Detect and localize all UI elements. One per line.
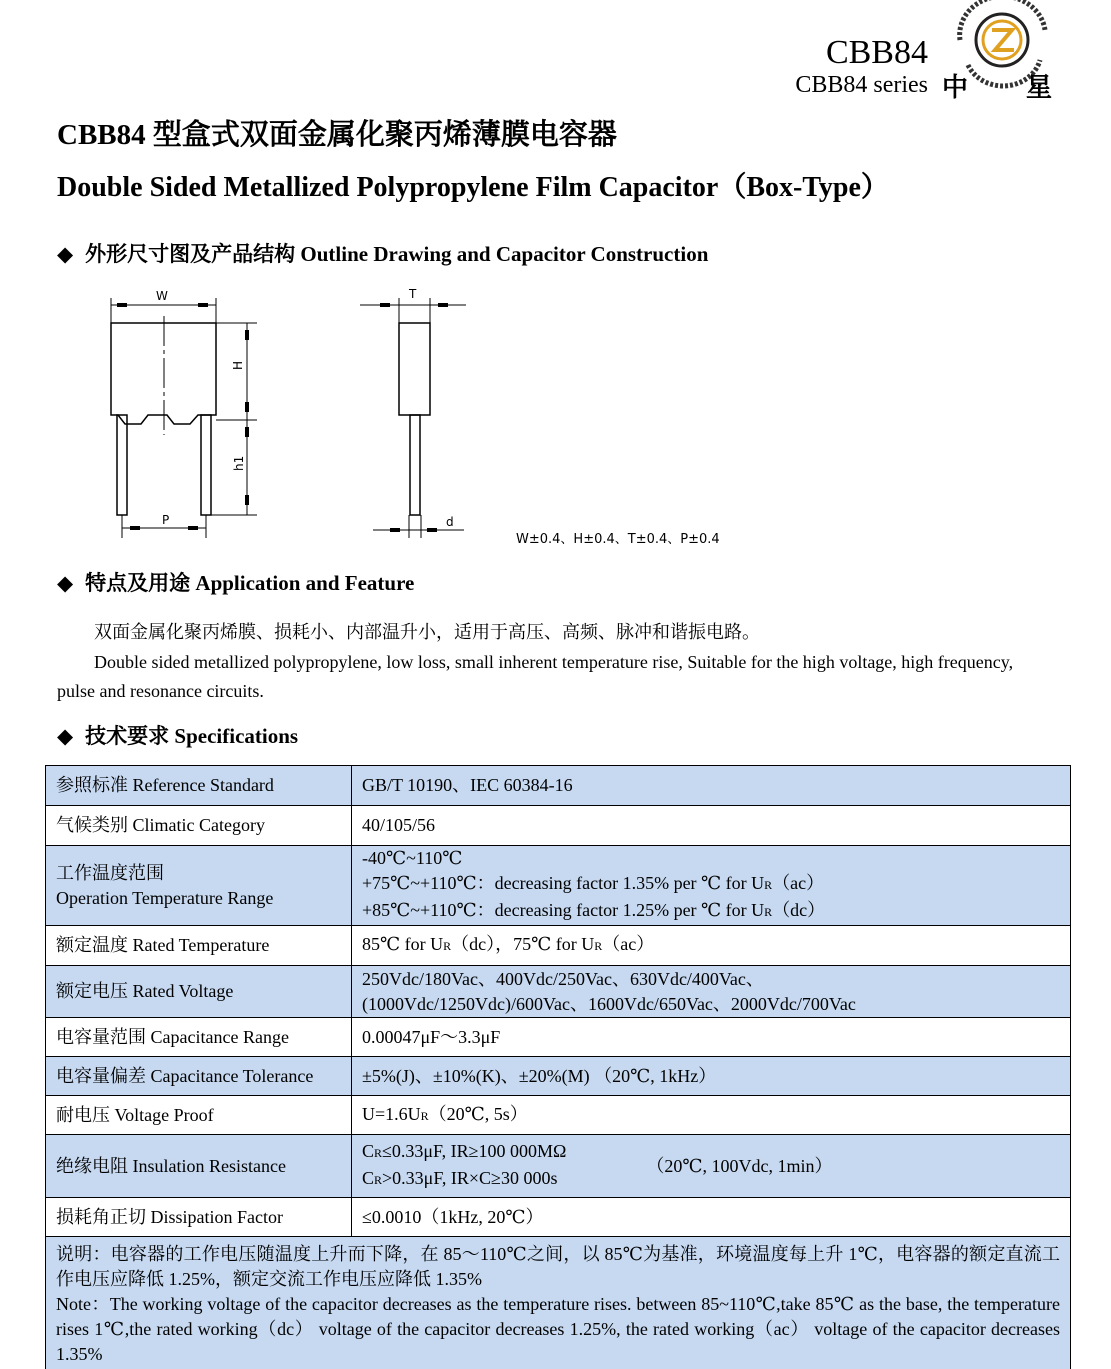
- value-text: R: [764, 905, 773, 919]
- spec-value: [352, 966, 1071, 1018]
- application-text-cn: 双面金属化聚丙烯膜、损耗小、内部温升小，适用于高压、高频、脉冲和谐振电路。: [94, 622, 760, 642]
- spec-label: [46, 1096, 352, 1135]
- value-text: >0.33μF, IR×C≥30 000s: [382, 1168, 558, 1188]
- outline-drawing: [90, 280, 480, 545]
- value-text: R: [594, 939, 603, 953]
- spec-value-line: [362, 773, 573, 798]
- label-d: d: [446, 515, 454, 529]
- spec-label-line: 电容量偏差 Capacitance Tolerance: [56, 1065, 314, 1086]
- spec-value-line: [362, 967, 856, 992]
- spec-value-line: [362, 846, 825, 871]
- value-text: （ac）: [602, 934, 655, 954]
- value-text: R: [374, 1146, 383, 1160]
- spec-label: [46, 766, 352, 806]
- value-text: ±5%(J)、±10%(K)、±20%(M) （20℃, 1kHz）: [362, 1065, 717, 1086]
- value-text: （dc），75℃ for U: [451, 934, 595, 954]
- series-name: CBB84 series: [795, 72, 928, 98]
- spec-value-line: [362, 1166, 566, 1193]
- spec-value-line: [362, 992, 856, 1017]
- model-name: CBB84: [825, 34, 928, 71]
- spec-value-line: [362, 1139, 566, 1166]
- spec-label: [46, 1057, 352, 1096]
- company-logo: [940, 0, 1060, 100]
- spec-value-line: [362, 898, 825, 925]
- dimension-tolerance: W±0.4、H±0.4、T±0.4、P±0.4: [516, 532, 720, 547]
- spec-row: [46, 806, 1071, 846]
- test-conditions: （20℃, 100Vdc, 1min）: [646, 1155, 833, 1176]
- spec-label: [46, 1135, 352, 1198]
- value-text: +85℃~+110℃：decreasing factor 1.25% per ℃ for U: [362, 900, 765, 920]
- spec-label: [46, 1198, 352, 1237]
- value-text: （ac）: [772, 873, 825, 893]
- spec-label-line: 气候类别 Climatic Category: [56, 815, 265, 835]
- value-text: C: [362, 1168, 375, 1188]
- label-p: P: [162, 513, 170, 527]
- spec-label: [46, 846, 352, 926]
- value-text: ≤0.33μF, IR≥100 000MΩ: [382, 1141, 567, 1161]
- logo-char-xing: 星: [1026, 73, 1053, 100]
- heading-text: 外形尺寸图及产品结构 Outline Drawing and Capacitor Construction: [85, 242, 709, 266]
- spec-label-line: 耐电压 Voltage Proof: [56, 1104, 214, 1125]
- spec-value: [352, 1198, 1071, 1237]
- spec-value: [352, 1018, 1071, 1057]
- note-cell: [46, 1237, 1071, 1369]
- spec-label-line: 电容量范围 Capacitance Range: [56, 1026, 289, 1047]
- spec-label: [46, 926, 352, 966]
- value-text: (1000Vdc/1250Vdc)/600Vac、1600Vdc/650Vac、2000Vdc/700Vac: [362, 993, 856, 1014]
- section-outline-heading: [57, 238, 708, 268]
- spec-row: [46, 926, 1071, 966]
- logo-char-zhong: 中: [942, 73, 969, 100]
- spec-row: [46, 1198, 1071, 1237]
- value-text: R: [420, 1108, 429, 1123]
- value-text: R: [443, 939, 452, 953]
- spec-label-line: 工作温度范围: [56, 862, 164, 883]
- spec-row: [46, 966, 1071, 1018]
- section-application-heading: [57, 567, 414, 597]
- note-cn: 说明：电容器的工作电压随温度上升而下降，在 85～110℃之间，以 85℃为基准，环境温度每上升 1℃，电容器的额定直流工作电压应降低 1.25%，额定交流工作电压应降低 1.35%: [56, 1244, 1060, 1289]
- spec-value-line: [362, 1025, 500, 1050]
- heading-text: 技术要求 Specifications: [85, 724, 299, 748]
- value-text: -40℃~110℃: [362, 848, 463, 868]
- value-text: U=1.6U: [362, 1103, 421, 1124]
- spec-row: [46, 1018, 1071, 1057]
- spec-value: [352, 1096, 1071, 1135]
- spec-value-line: [362, 1205, 544, 1230]
- value-text: 0.00047μF～3.3μF: [362, 1026, 501, 1047]
- diamond-bullet-icon: ◆: [57, 571, 74, 595]
- spec-label: [46, 966, 352, 1018]
- label-h1: h1: [232, 455, 246, 471]
- spec-value-line: [362, 932, 654, 959]
- spec-value: [352, 1135, 1071, 1198]
- note-row: [46, 1237, 1071, 1369]
- spec-row: [46, 1135, 1071, 1198]
- value-text: 250Vdc/180Vac、400Vdc/250Vac、630Vdc/400Vac、: [362, 968, 764, 989]
- spec-label-line: 绝缘电阻 Insulation Resistance: [56, 1155, 286, 1176]
- value-text: R: [374, 1173, 383, 1187]
- spec-value: [352, 926, 1071, 966]
- spec-value-line: [362, 871, 825, 898]
- application-text-en: Double sided metallized polypropylene, low loss, small inherent temperature rise, Suitable for the high voltage, high frequency, pulse and resonance circuits.: [57, 652, 1014, 701]
- spec-row: [46, 846, 1071, 926]
- title-chinese: CBB84 型盒式双面金属化聚丙烯薄膜电容器: [57, 119, 617, 151]
- title-english: Double Sided Metallized Polypropylene Film Capacitor（Box-Type）: [57, 172, 889, 203]
- spec-label-line: 额定电压 Rated Voltage: [56, 981, 234, 1001]
- value-text: （20℃, 5s）: [428, 1103, 528, 1124]
- value-text: ≤0.0010（1kHz, 20℃）: [362, 1206, 544, 1227]
- value-text: +75℃~+110℃：decreasing factor 1.35% per ℃ for U: [362, 873, 765, 893]
- value-text: C: [362, 1141, 375, 1161]
- spec-value: [352, 1057, 1071, 1096]
- value-text: （dc）: [772, 900, 826, 920]
- spec-label-line: 参照标准 Reference Standard: [56, 775, 274, 795]
- spec-row: [46, 1057, 1071, 1096]
- spec-value: [352, 766, 1071, 806]
- value-text: 85℃ for U: [362, 934, 444, 954]
- value-text: R: [764, 878, 773, 892]
- specifications-table: [45, 765, 1071, 1369]
- spec-label: [46, 806, 352, 846]
- heading-text: 特点及用途 Application and Feature: [85, 571, 415, 595]
- spec-value-line: [362, 1064, 716, 1089]
- spec-value: [352, 806, 1071, 846]
- note-en: Note：The working voltage of the capacitor decreases as the temperature rises. between 85~110℃,take 85℃ as the base, the temperature rises 1℃,the rated working（dc） voltage of the capacitor decreases 1.25%, the rated working（ac） voltage of the capacitor decreases 1.35%: [56, 1294, 1060, 1364]
- spec-row: [46, 1096, 1071, 1135]
- spec-value: [352, 846, 1071, 926]
- section-specs-heading: [57, 720, 298, 750]
- spec-label-line: 损耗角正切 Dissipation Factor: [56, 1206, 283, 1227]
- spec-row: [46, 766, 1071, 806]
- label-h: H: [231, 360, 245, 370]
- spec-value-line: [362, 1102, 528, 1129]
- diamond-bullet-icon: ◆: [57, 242, 74, 266]
- value-text: 40/105/56: [362, 815, 436, 835]
- spec-label: [46, 1018, 352, 1057]
- diamond-bullet-icon: ◆: [57, 724, 74, 748]
- spec-label-line: 额定温度 Rated Temperature: [56, 935, 270, 955]
- spec-value-line: [362, 813, 435, 838]
- label-t: T: [409, 287, 417, 301]
- value-text: GB/T 10190、IEC 60384-16: [362, 775, 573, 795]
- spec-label-line: Operation Temperature Range: [56, 887, 274, 908]
- label-w: W: [156, 289, 168, 303]
